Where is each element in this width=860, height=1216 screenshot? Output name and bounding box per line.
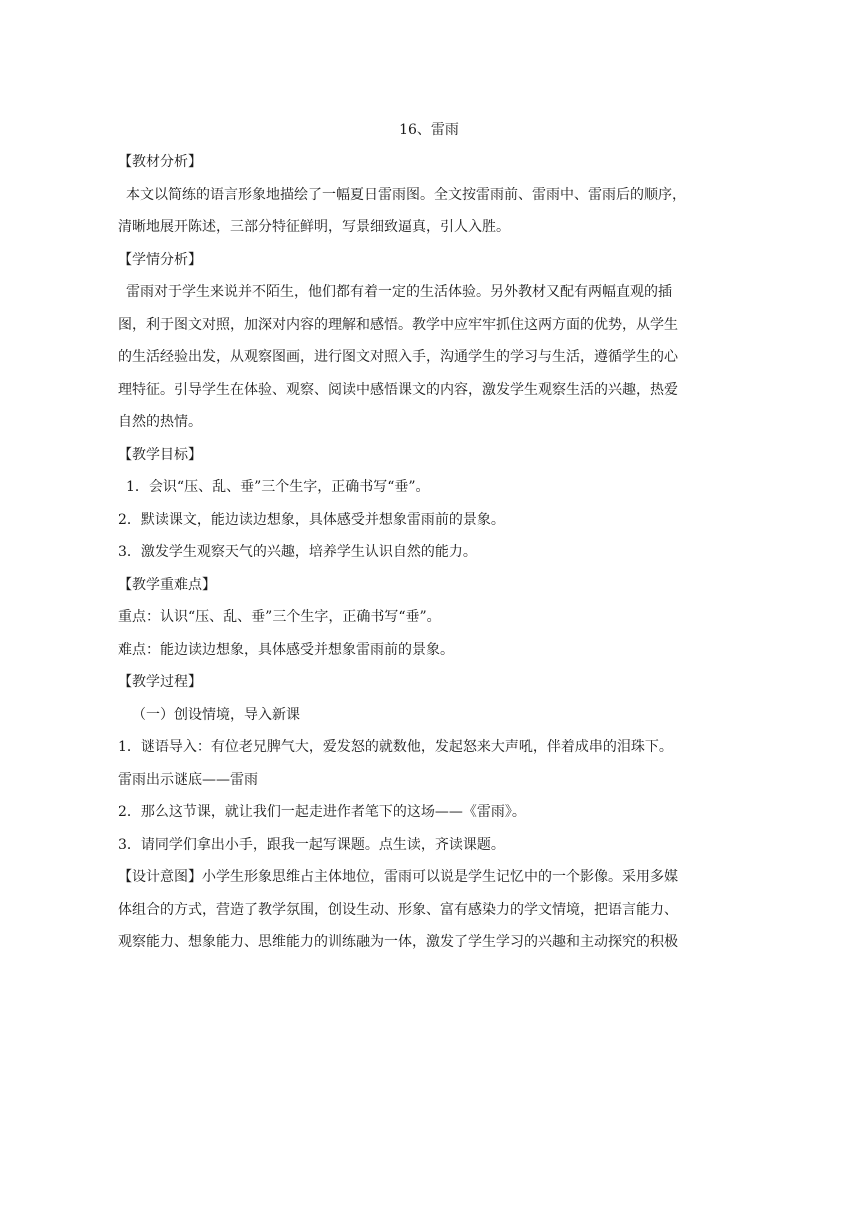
analysis-heading: 【教材分析】 (118, 154, 202, 170)
process-line: 1．谜语导入：有位老兄脾气大，爱发怒的就数他，发起怒来大声吼，伴着成串的泪珠下。 (118, 739, 673, 755)
process-line: 3．请同学们拿出小手，跟我一起写课题。点生读，齐读课题。 (118, 836, 505, 853)
students-line: 图，利于图文对照，加深对内容的理解和感悟。教学中应牢牢抓住这两方面的优势，从学生 (118, 316, 678, 333)
design-line: 观察能力、想象能力、思维能力的训练融为一体，激发了学生学习的兴趣和主动探究的积极 (118, 934, 678, 950)
students-line: 理特征。引导学生在体验、观察、阅读中感悟课文的内容，激发学生观察生活的兴趣，热爱 (118, 381, 678, 398)
goal-item: 1．会识“压、乱、垂”三个生字，正确书写“垂”。 (126, 479, 430, 495)
analysis-line: 清晰地展开陈述，三部分特征鲜明，写景细致逼真，引人入胜。 (118, 219, 510, 235)
process-step: （一）创设情境，导入新课 (132, 706, 300, 723)
key-heading: 【教学重难点】 (118, 576, 216, 593)
goal-item: 3．激发学生观察天气的兴趣，培养学生认识自然的能力。 (118, 544, 477, 560)
process-line: 雷雨出示谜底——雷雨 (118, 771, 258, 788)
goals-heading: 【教学目标】 (118, 446, 202, 463)
students-heading: 【学情分析】 (118, 251, 202, 268)
design-line: 【设计意图】小学生形象思维占主体地位，雷雨可以说是学生记忆中的一个影像。采用多媒 (118, 869, 678, 885)
students-line: 自然的热情。 (118, 414, 202, 430)
process-line: 2．那么这节课，就让我们一起走进作者笔下的这场——《雷雨》。 (118, 804, 526, 820)
document-body (118, 116, 740, 959)
design-line: 体组合的方式，营造了教学氛围，创设生动、形象、富有感染力的学文情境，把语言能力、 (118, 901, 678, 918)
goal-item: 2．默读课文，能边读边想象，具体感受并想象雷雨前的景象。 (118, 511, 505, 528)
key-point: 重点：认识“压、乱、垂”三个生字，正确书写“垂”。 (118, 609, 441, 625)
process-heading: 【教学过程】 (118, 674, 202, 690)
students-line: 的生活经验出发，从观察图画，进行图文对照入手，沟通学生的学习与生活，遵循学生的心 (118, 349, 678, 365)
students-line: 雷雨对于学生来说并不陌生，他们都有着一定的生活体验。另外教材又配有两幅直观的插 (126, 284, 672, 300)
difficult-point: 难点：能边读边想象，具体感受并想象雷雨前的景象。 (118, 641, 454, 658)
document-title: 16、雷雨 (399, 122, 459, 138)
analysis-line: 本文以简练的语言形象地描绘了一幅夏日雷雨图。全文按雷雨前、雷雨中、雷雨后的顺序， (126, 186, 686, 203)
